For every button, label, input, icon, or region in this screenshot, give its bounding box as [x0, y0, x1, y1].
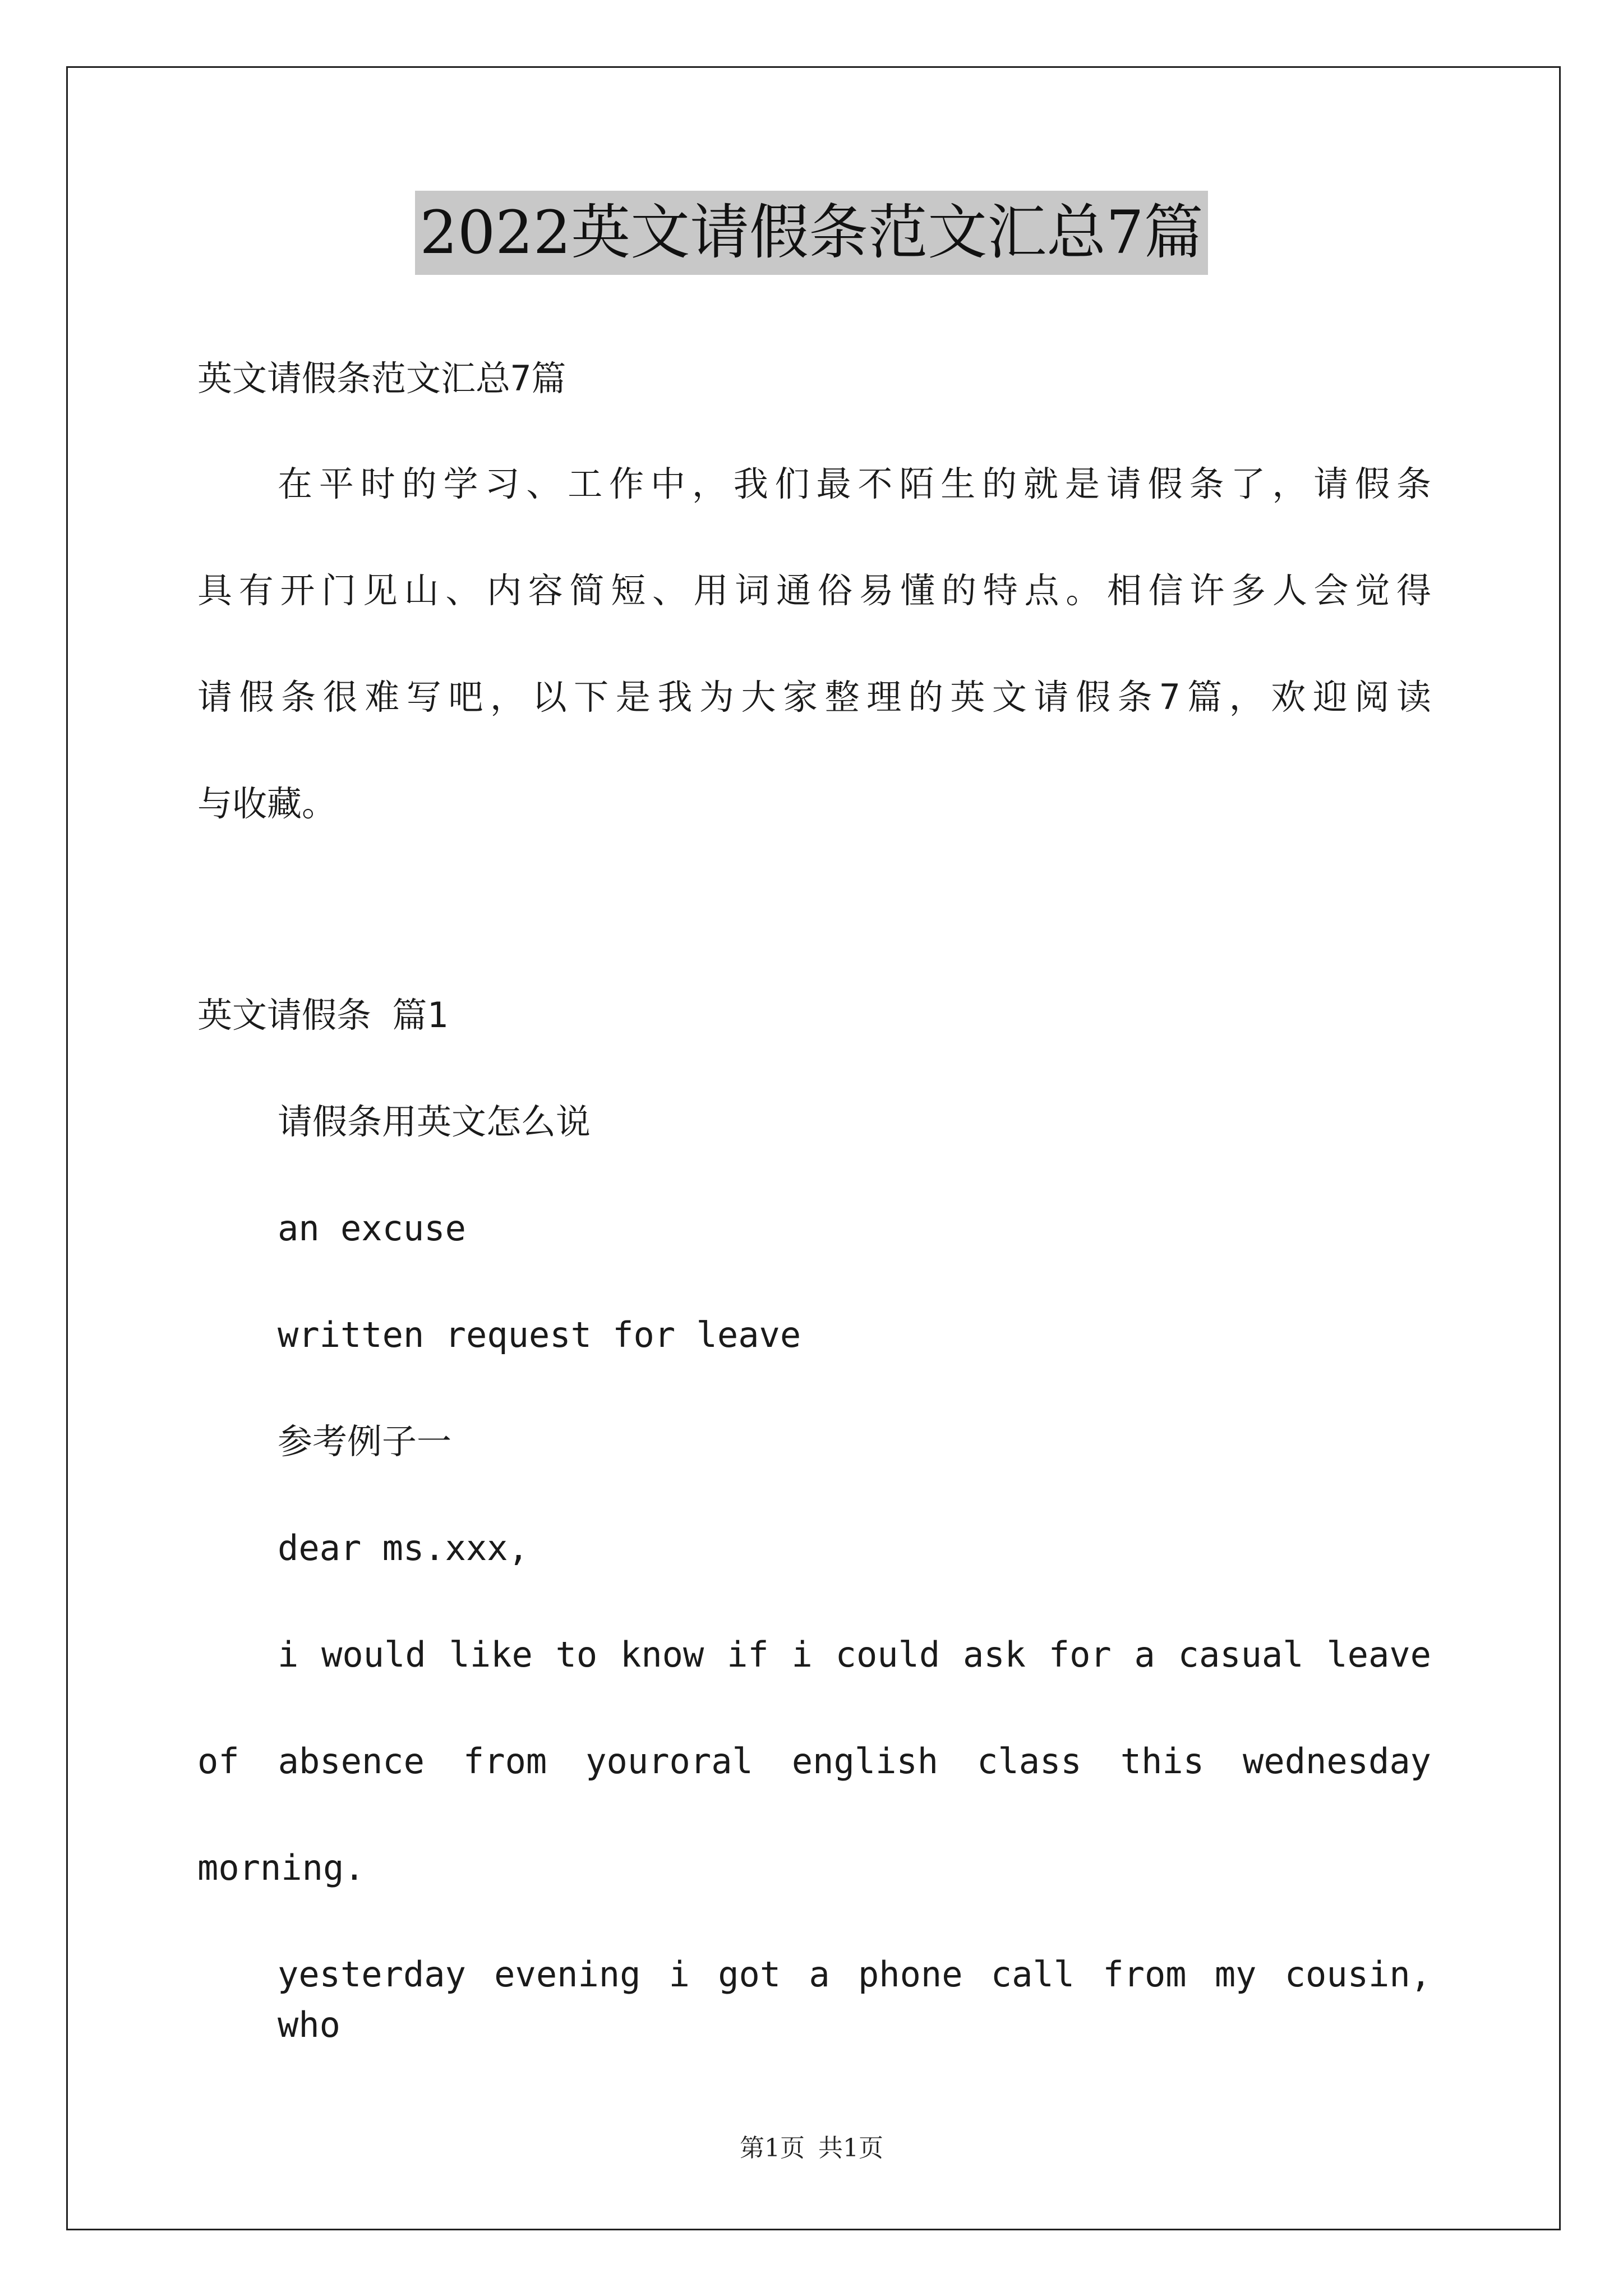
body-line-8: morning. — [197, 1847, 365, 1888]
body-line-7: of absence from youroral english class this wednesday — [197, 1741, 1431, 1782]
body-line-9: yesterday evening i got a phone call from my cousin, who — [278, 1954, 1431, 2045]
intro-line-3: 请假条很难写吧，以下是我为大家整理的英文请假条7篇，欢迎阅读 — [197, 677, 1431, 717]
title-block — [0, 191, 1623, 275]
intro-line-4: 与收藏。 — [197, 783, 337, 824]
document-subtitle: 英文请假条范文汇总7篇 — [197, 358, 566, 399]
body-line-2: an excuse — [278, 1208, 466, 1249]
section-heading: 英文请假条 篇1 — [197, 995, 448, 1036]
page-total: 共1页 — [818, 2134, 883, 2162]
body-line-1: 请假条用英文怎么说 — [278, 1101, 591, 1142]
page-number: 第1页 — [740, 2134, 805, 2162]
page-footer — [0, 2132, 1623, 2165]
body-line-5: dear ms.xxx, — [278, 1527, 529, 1568]
document-title: 2022英文请假条范文汇总7篇 — [415, 191, 1207, 275]
intro-line-2: 具有开门见山、内容简短、用词通俗易懂的特点。相信许多人会觉得 — [197, 570, 1431, 611]
body-line-6: i would like to know if i could ask for a casual leave — [278, 1634, 1431, 1675]
intro-line-1: 在平时的学习、工作中，我们最不陌生的就是请假条了，请假条 — [278, 463, 1431, 504]
body-line-3: written request for leave — [278, 1314, 801, 1355]
body-line-4: 参考例子一 — [278, 1421, 452, 1462]
